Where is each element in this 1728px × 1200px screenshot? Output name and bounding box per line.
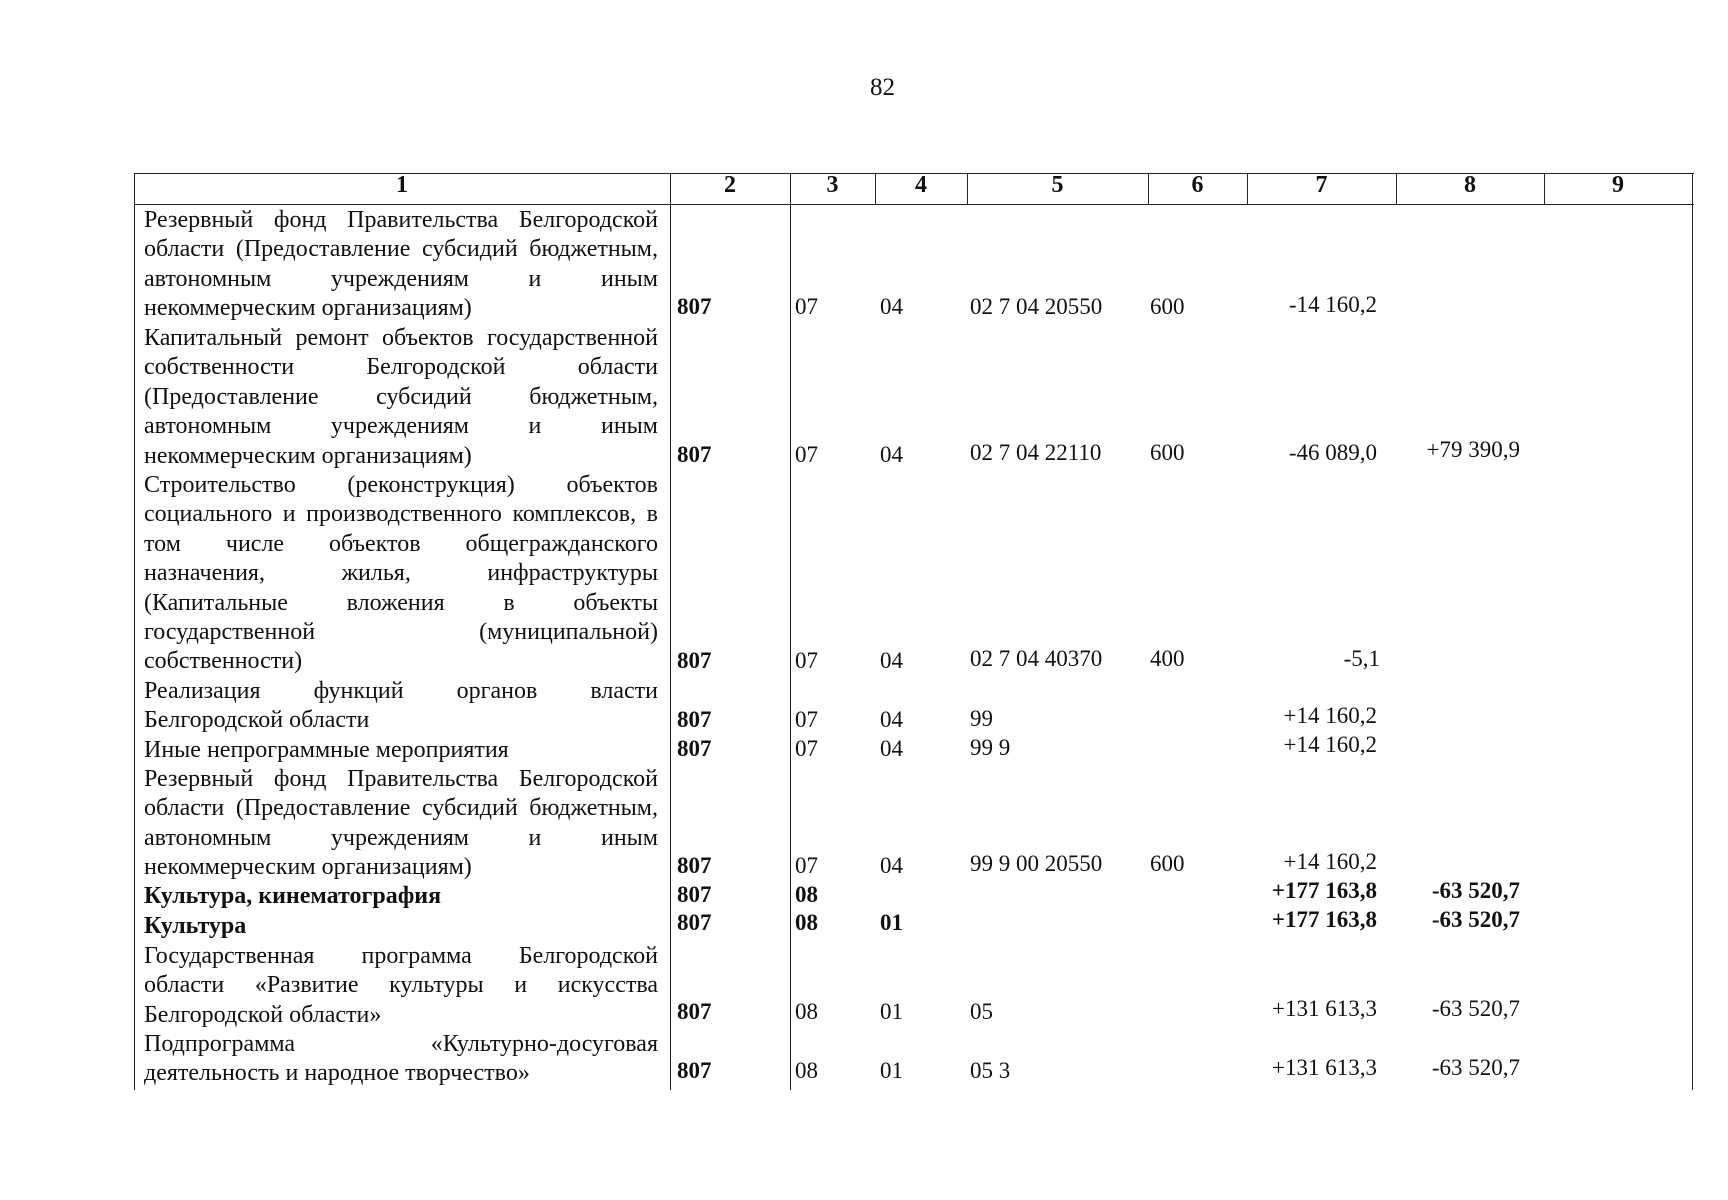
row-col-7: +177 163,8: [1271, 878, 1377, 903]
row-col-5: 05 3: [970, 1058, 1011, 1083]
row-col-2: 807: [677, 882, 712, 907]
col-border-9: [1692, 173, 1693, 1090]
row-col-5: 02 7 04 22110: [970, 440, 1102, 465]
row-col-2: 807: [677, 853, 712, 878]
row-col-4: 04: [880, 294, 903, 319]
row-col-6: 400: [1150, 646, 1185, 671]
row-col-7: +14 160,2: [1283, 703, 1377, 728]
row-col-3: 07: [795, 707, 818, 732]
header-col-2: 2: [724, 172, 736, 198]
col-border-2: [790, 173, 791, 1090]
row-description: Строительство (реконструкция) объектов социального и производственного комплексов, в том числе объектов общегражданского назначения, жилья, инфраструктуры (Капитальные вложения в объекты государственной (муниципальной) собственности): [144, 472, 658, 675]
row-col-7: +14 160,2: [1283, 732, 1377, 757]
row-col-2: 807: [677, 736, 712, 761]
row-col-3: 07: [795, 648, 818, 673]
row-col-3: 08: [795, 999, 818, 1024]
row-description: Подпрограмма «Культурно-досуговая деятельность и народное творчество»: [144, 1031, 658, 1087]
row-col-7: +131 613,3: [1272, 996, 1377, 1021]
row-col-3: 07: [795, 736, 818, 761]
row-col-5: 99 9: [970, 735, 1011, 760]
row-description: Культура: [144, 913, 247, 939]
row-col-7: +14 160,2: [1283, 849, 1377, 874]
row-col-5: 02 7 04 40370: [970, 646, 1103, 671]
row-col-3: 08: [795, 1058, 818, 1083]
header-col-9: 9: [1612, 172, 1624, 198]
row-col-3: 08: [795, 910, 818, 935]
row-col-4: 01: [880, 910, 903, 935]
row-col-6: 600: [1150, 440, 1185, 465]
row-col-2: 807: [677, 910, 712, 935]
header-col-7: 7: [1315, 172, 1328, 198]
col-border-0: [134, 173, 135, 1090]
row-col-4: 04: [880, 853, 903, 878]
row-col-8: -63 520,7: [1431, 996, 1520, 1021]
row-col-5: 99: [970, 706, 993, 731]
row-description: Иные непрограммные мероприятия: [144, 737, 509, 763]
row-description: Государственная программа Белгородской области «Развитие культуры и искусства Белгородской области»: [144, 943, 658, 1028]
row-col-7: -14 160,2: [1288, 292, 1377, 317]
row-col-5: 02 7 04 20550: [970, 294, 1103, 319]
col-border-1: [670, 173, 671, 1090]
row-description: Резервный фонд Правительства Белгородской области (Предоставление субсидий бюджетным, автономным учреждениям и иным некоммерческим организациям): [144, 207, 658, 322]
row-col-6: 600: [1150, 294, 1185, 319]
row-col-4: 04: [880, 707, 903, 732]
row-description: Капитальный ремонт объектов государственной собственности Белгородской области (Предоставление субсидий бюджетным, автономным учреждениям и иным некоммерческим организациям): [144, 325, 658, 469]
row-col-8: -63 520,7: [1431, 878, 1520, 903]
row-col-2: 807: [677, 1058, 712, 1083]
row-col-7: -46 089,0: [1288, 440, 1377, 465]
row-description: Культура, кинематография: [144, 883, 442, 909]
row-col-2: 807: [677, 294, 712, 319]
row-col-6: 600: [1150, 851, 1185, 876]
page-number: 82: [870, 74, 895, 101]
row-col-4: 01: [880, 999, 903, 1024]
row-col-7: -5,1: [1343, 646, 1380, 671]
row-col-8: -63 520,7: [1431, 907, 1520, 932]
row-col-7: +177 163,8: [1271, 907, 1377, 932]
header-col-4: 4: [915, 172, 927, 198]
row-col-4: 04: [880, 736, 903, 761]
row-col-4: 01: [880, 1058, 903, 1083]
row-col-8: -63 520,7: [1431, 1055, 1520, 1080]
header-col-3: 3: [826, 172, 839, 198]
header-bottom-border: [134, 204, 1694, 205]
row-col-2: 807: [677, 648, 712, 673]
row-col-4: 04: [880, 442, 903, 467]
row-col-8: +79 390,9: [1426, 437, 1520, 462]
row-col-4: 04: [880, 648, 903, 673]
row-col-2: 807: [677, 999, 712, 1024]
row-col-2: 807: [677, 707, 712, 732]
header-col-8: 8: [1464, 172, 1476, 198]
row-description: Реализация функций органов власти Белгородской области: [144, 678, 658, 734]
row-description: Резервный фонд Правительства Белгородской области (Предоставление субсидий бюджетным, автономным учреждениям и иным некоммерческим организациям): [144, 766, 658, 881]
header-col-1: 1: [396, 172, 408, 198]
row-col-3: 07: [795, 294, 818, 319]
row-col-2: 807: [677, 442, 712, 467]
row-col-3: 08: [795, 882, 818, 907]
header-col-6: 6: [1191, 172, 1204, 198]
row-col-5: 05: [970, 999, 993, 1024]
row-col-3: 07: [795, 442, 818, 467]
row-col-5: 99 9 00 20550: [970, 851, 1103, 876]
row-col-3: 07: [795, 853, 818, 878]
header-col-5: 5: [1051, 172, 1064, 198]
row-col-7: +131 613,3: [1272, 1055, 1377, 1080]
